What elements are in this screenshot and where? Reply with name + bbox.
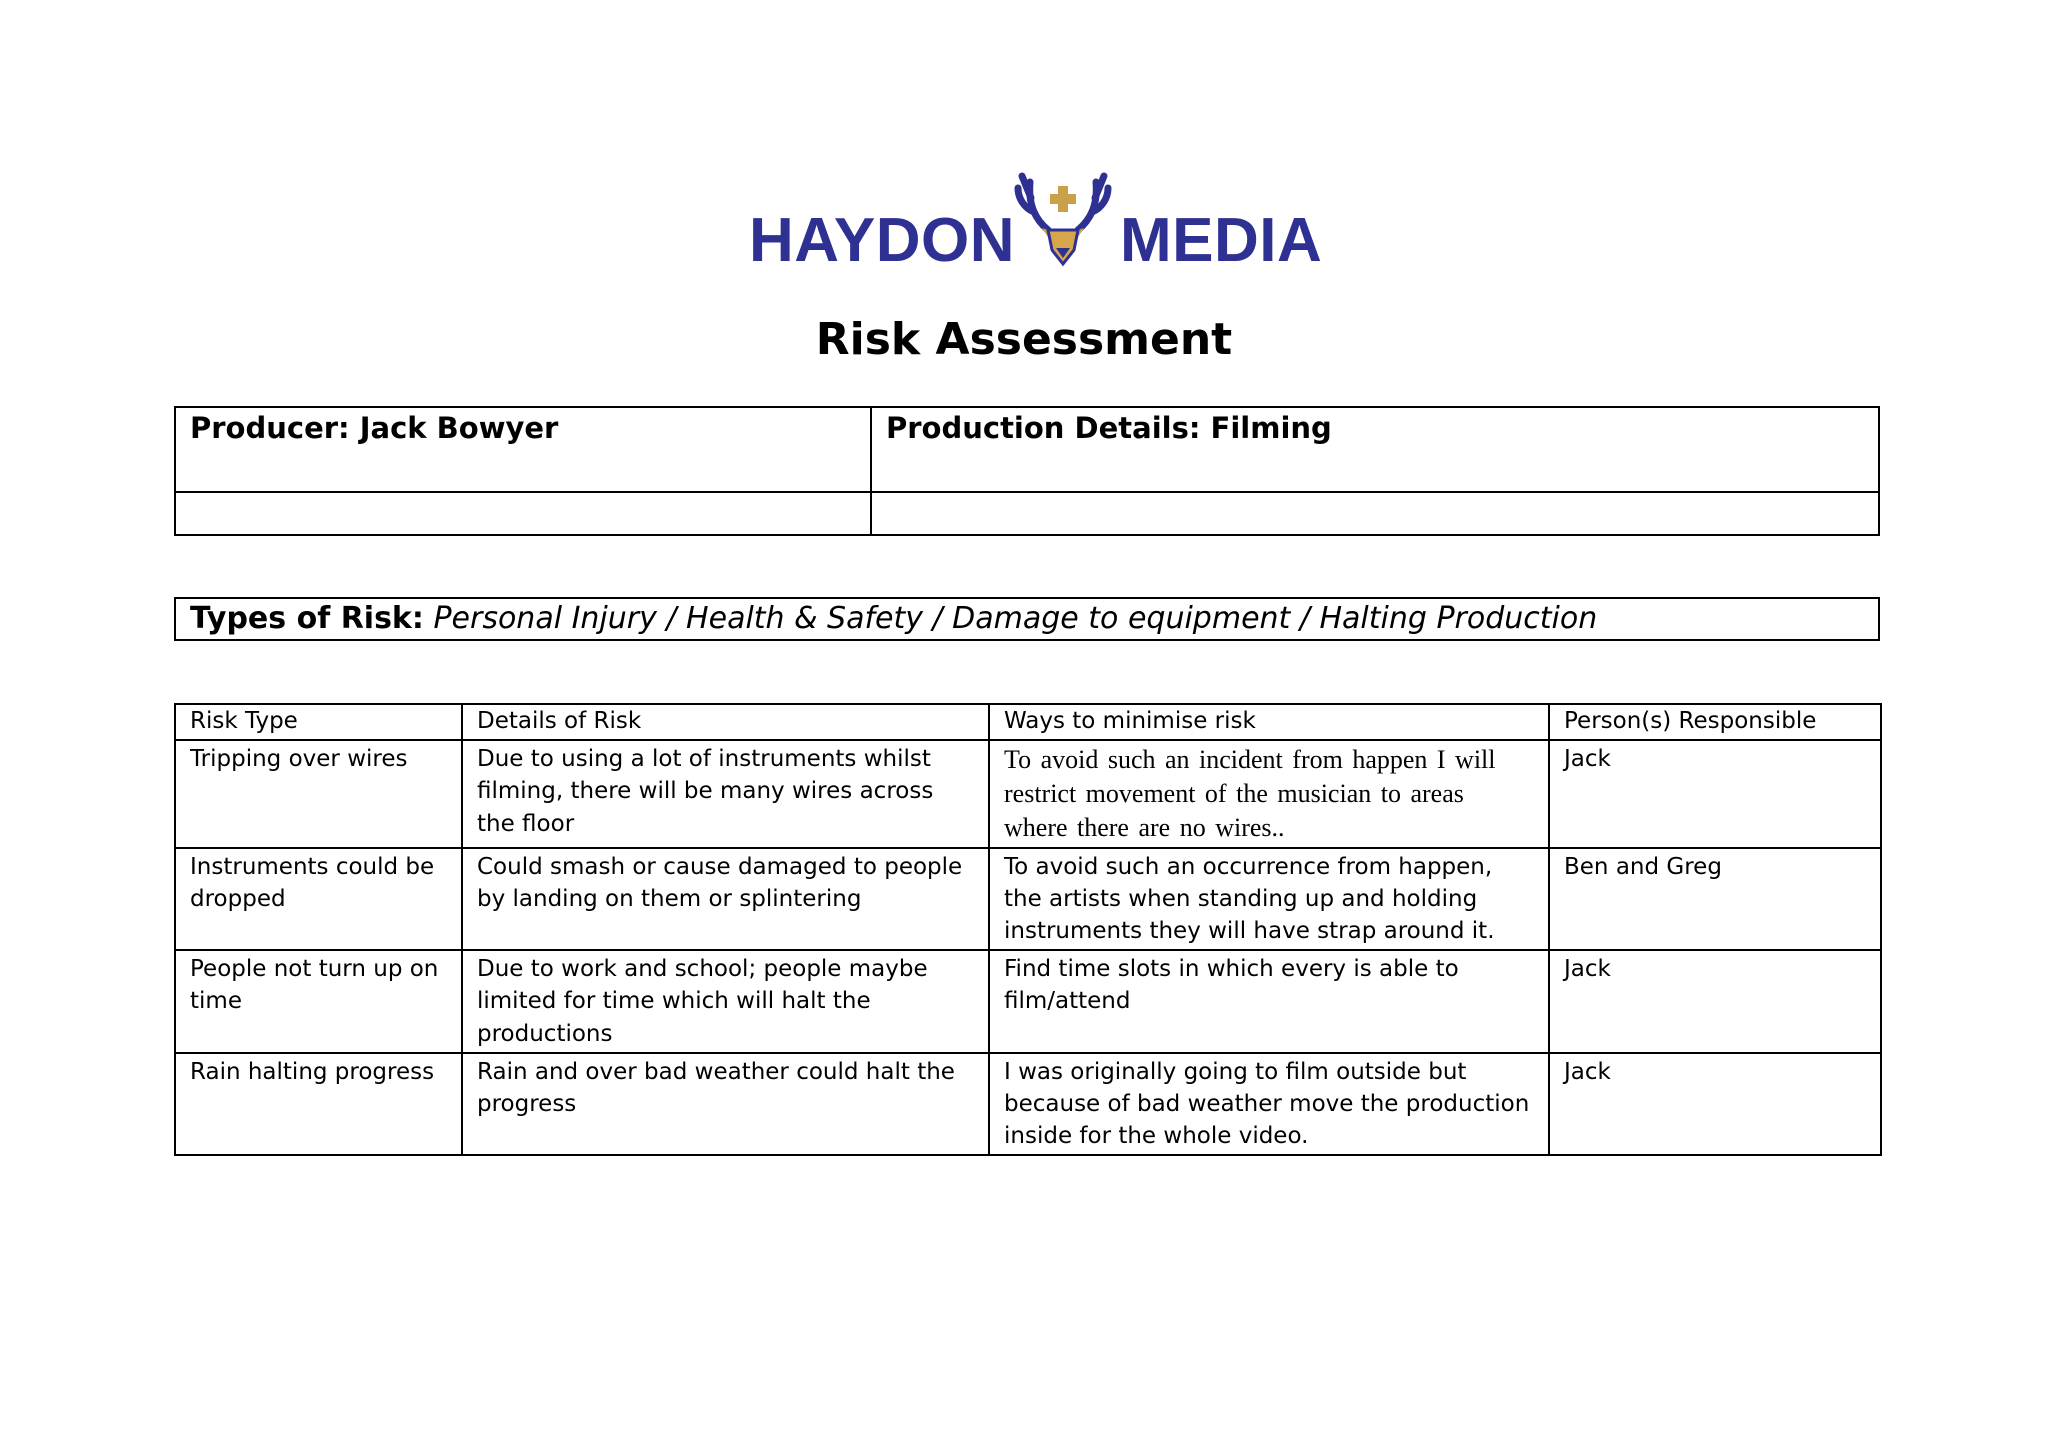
logo [0,168,2048,278]
empty-cell [871,492,1879,535]
risk-details-cell: Due to using a lot of instruments whilst filming, there will be many wires across the floor [462,740,989,847]
risk-type-cell: Rain halting progress [175,1053,462,1156]
empty-cell [175,492,871,535]
production-details-cell: Production Details: Filming [871,407,1879,492]
logo-text-right: MEDIA [1120,206,1323,275]
column-header: Details of Risk [462,704,989,740]
risk-details-cell: Due to work and school; people maybe limited for time which will halt the productions [462,950,989,1053]
table-header-row [175,704,1881,740]
production-info-table [174,406,1880,536]
column-header: Person(s) Responsible [1549,704,1881,740]
table-row [175,740,1881,847]
risk-responsible-cell: Jack [1549,1053,1881,1156]
risk-type-cell: Tripping over wires [175,740,462,847]
risk-details-cell: Could smash or cause damaged to people by landing on them or splintering [462,848,989,951]
table-row [175,848,1881,951]
page-title: Risk Assessment [815,314,1233,365]
risk-responsible-cell: Jack [1549,740,1881,847]
risk-minimise-cell: Find time slots in which every is able to film/attend [989,950,1549,1053]
risk-responsible-cell: Ben and Greg [1549,848,1881,951]
types-of-risk-table [174,597,1880,641]
risk-minimise-cell: I was originally going to film outside but because of bad weather move the production inside for the whole video. [989,1053,1549,1156]
risk-table [174,703,1882,1156]
risk-type-cell: People not turn up on time [175,950,462,1053]
types-of-risk-cell [175,598,1879,640]
types-of-risk-label: Types of Risk: [190,601,424,636]
risk-type-cell: Instruments could be dropped [175,848,462,951]
risk-minimise-cell: To avoid such an occurrence from happen, the artists when standing up and holding instruments they will have strap around it. [989,848,1549,951]
column-header: Risk Type [175,704,462,740]
stag-crest-icon [1008,168,1118,268]
risk-minimise-cell: To avoid such an incident from happen I will restrict movement of the musician to areas where there are no wires.. [989,740,1549,847]
column-header: Ways to minimise risk [989,704,1549,740]
risk-responsible-cell: Jack [1549,950,1881,1053]
table-row [175,1053,1881,1156]
risk-details-cell: Rain and over bad weather could halt the progress [462,1053,989,1156]
logo-text-left: HAYDON [749,206,1015,275]
types-of-risk-value: Personal Injury / Health & Safety / Damage to equipment / Halting Production [433,601,1598,636]
table-row [175,950,1881,1053]
producer-cell: Producer: Jack Bowyer [175,407,871,492]
